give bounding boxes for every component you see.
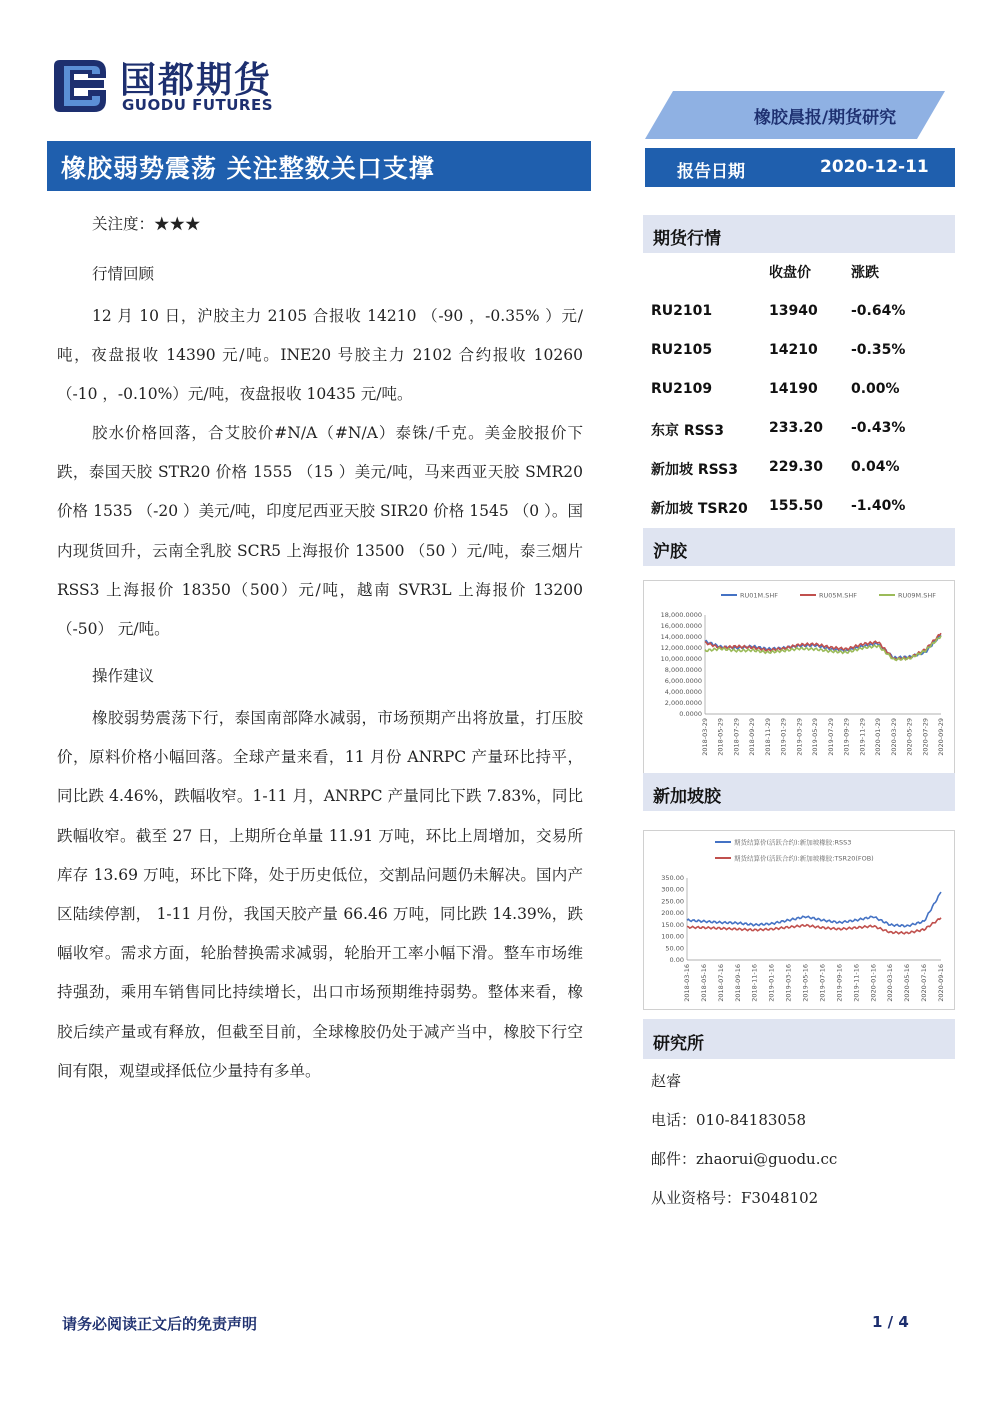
x-tick-label: 2019-03-16	[784, 964, 793, 1002]
y-tick-label: 200.00	[661, 909, 684, 918]
market-row-name: 新加坡 RSS3	[651, 462, 738, 478]
report-date-value: 2020-12-11	[820, 157, 929, 177]
company-logo	[50, 50, 300, 120]
report-date-label: 报告日期	[677, 162, 745, 182]
x-tick-label: 2018-03-29	[701, 718, 709, 756]
x-tick-label: 2018-11-16	[750, 964, 759, 1002]
y-tick-label: 50.00	[665, 944, 684, 953]
market-row-close: 229.30	[769, 459, 824, 475]
x-tick-label: 2020-05-29	[905, 718, 914, 756]
col-header-close: 收盘价	[769, 265, 811, 281]
col-header-change: 涨跌	[851, 265, 879, 281]
x-tick-label: 2019-09-29	[842, 718, 851, 756]
market-row-name: 新加坡 TSR20	[651, 501, 748, 517]
market-row-close: 233.20	[769, 420, 824, 436]
logo-mark-icon	[50, 54, 112, 116]
logo-chinese-name: 国都期货	[120, 60, 273, 101]
sgx-section-header	[643, 773, 955, 811]
page-number: 1 / 4	[872, 1313, 909, 1331]
legend-label: RU05M.SHF	[819, 591, 857, 600]
y-tick-label: 10,000.0000	[660, 655, 702, 663]
x-tick-label: 2020-05-16	[903, 964, 912, 1002]
market-row-name: RU2105	[651, 342, 713, 358]
y-tick-label: 4,000.0000	[664, 688, 702, 696]
x-tick-label: 2018-03-16	[683, 964, 691, 1002]
y-tick-label: 150.00	[661, 920, 684, 929]
attention-rating: 关注度：★★★	[92, 215, 201, 233]
market-row-close: 14190	[769, 381, 818, 397]
x-tick-label: 2019-03-29	[795, 718, 804, 756]
x-tick-label: 2019-11-29	[858, 718, 867, 756]
y-tick-label: 100.00	[661, 932, 684, 941]
advice-heading: 操作建议	[92, 667, 155, 685]
sgx-rubber-chart	[643, 830, 955, 1010]
report-date-bar	[645, 148, 955, 187]
sgx-section-title: 新加坡胶	[653, 787, 721, 807]
research-section-title: 研究所	[653, 1034, 704, 1054]
x-tick-label: 2018-07-16	[716, 964, 725, 1002]
x-tick-label: 2020-09-16	[937, 964, 945, 1002]
y-tick-label: 350.00	[661, 874, 684, 882]
report-type-label: 橡胶晨报/期货研究	[753, 108, 897, 128]
title-bar	[47, 141, 591, 191]
shfe-rubber-chart	[643, 580, 955, 775]
y-tick-label: 300.00	[661, 885, 684, 894]
research-section-header	[643, 1019, 955, 1059]
market-row-change: 0.00%	[851, 381, 900, 397]
x-tick-label: 2020-09-29	[937, 718, 945, 756]
market-section-title: 期货行情	[653, 229, 721, 249]
market-row-close: 13940	[769, 303, 818, 319]
y-tick-label: 0.00	[669, 956, 684, 964]
shfe-section-header	[643, 528, 955, 566]
x-tick-label: 2019-01-16	[767, 964, 776, 1002]
market-row-name: RU2101	[651, 303, 713, 319]
market-row-change: -0.64%	[851, 303, 906, 319]
x-tick-label: 2020-07-16	[920, 964, 929, 1002]
x-tick-label: 2020-03-29	[889, 718, 898, 756]
logo-english-name: GUODU FUTURES	[122, 96, 274, 114]
legend-label: RU09M.SHF	[898, 591, 936, 600]
analyst-email: 邮件：zhaorui@guodu.cc	[651, 1150, 838, 1168]
x-tick-label: 2020-01-29	[874, 718, 883, 756]
x-tick-label: 2018-11-29	[763, 718, 772, 756]
market-section-header	[643, 215, 955, 253]
y-tick-label: 8,000.0000	[664, 666, 702, 674]
x-tick-label: 2019-05-29	[811, 718, 820, 756]
x-tick-label: 2020-07-29	[921, 718, 930, 756]
review-heading: 行情回顾	[92, 265, 155, 283]
analyst-license: 从业资格号：F3048102	[651, 1189, 819, 1207]
y-tick-label: 250.00	[661, 897, 684, 906]
x-tick-label: 2018-09-29	[748, 718, 757, 756]
report-title: 橡胶弱势震荡 关注整数关口支撑	[61, 154, 435, 183]
market-row-close: 155.50	[769, 498, 824, 514]
legend-label: 期货结算价(活跃合约):新加坡橡胶:RSS3	[734, 838, 852, 847]
x-tick-label: 2018-07-29	[732, 718, 741, 756]
market-row-name: 东京 RSS3	[651, 423, 724, 439]
x-tick-label: 2018-05-16	[699, 964, 708, 1002]
x-tick-label: 2019-05-16	[801, 964, 810, 1002]
market-row-change: -1.40%	[851, 498, 906, 514]
x-tick-label: 2020-03-16	[886, 964, 895, 1002]
x-tick-label: 2019-11-16	[852, 964, 861, 1002]
y-tick-label: 14,000.0000	[660, 633, 702, 641]
disclaimer-note: 请务必阅读正文后的免责声明	[62, 1315, 258, 1333]
x-tick-label: 2018-09-16	[733, 964, 742, 1002]
analyst-name: 赵睿	[651, 1072, 682, 1090]
market-row-change: -0.35%	[851, 342, 906, 358]
y-tick-label: 16,000.0000	[660, 622, 702, 630]
x-tick-label: 2018-05-29	[716, 718, 725, 756]
x-tick-label: 2019-09-16	[835, 964, 844, 1002]
shfe-section-title: 沪胶	[653, 542, 687, 562]
x-tick-label: 2020-01-16	[869, 964, 878, 1002]
y-tick-label: 0.0000	[679, 710, 702, 718]
review-paragraph-2: 胶水价格回落，合艾胶价#N/A（#N/A）泰铢/千克。美金胶报价下跌，泰国天胶 STR20 价格 1555 （15 ）美元/吨，马来西亚天胶 SMR20 价格 1535 （-20 ）美元/吨，印度尼西亚天胶 SIR20 价格 1545 （0 ）。国内现货回升，云南全乳胶 SCR5 上海报价 13500 （50 ）元/吨，泰三烟片 RSS3 上海报价 18350（500）元/吨，越南 SVR3L 上海报价 13200 （-50） 元/吨。	[57, 424, 583, 639]
y-tick-label: 12,000.0000	[660, 644, 702, 652]
legend-label: RU01M.SHF	[740, 591, 778, 600]
market-row-change: 0.04%	[851, 459, 900, 475]
review-paragraph-1: 12 月 10 日，沪胶主力 2105 合报收 14210 （-90 ，-0.35% ）元/吨，夜盘报收 14390 元/吨。INE20 号胶主力 2102 合约报收 10260 （-10 ，-0.10%）元/吨，夜盘报收 10435 元/吨。	[57, 307, 583, 404]
x-tick-label: 2019-07-29	[826, 718, 835, 756]
y-tick-label: 6,000.0000	[664, 677, 702, 685]
legend-label: 期货结算价(活跃合约):新加坡橡胶:TSR20(FOB)	[734, 854, 874, 863]
report-type-banner	[645, 91, 945, 139]
x-tick-label: 2019-01-29	[779, 718, 788, 756]
x-tick-label: 2019-07-16	[818, 964, 827, 1002]
advice-paragraph: 橡胶弱势震荡下行，泰国南部降水减弱，市场预期产出将放量，打压胶价，原料价格小幅回落。全球产量来看，11 月份 ANRPC 产量环比持平，同比跌 4.46%，跌幅收窄。1-11 月，ANRPC 产量同比下跌 7.83%，同比跌幅收窄。截至 27 日，上期所仓单量 11.91 万吨，环比上周增加，交易所库存 13.69 万吨，环比下降，处于历史低位，交割品问题仍未解决。国内产区陆续停割， 1-11 月份，我国天胶产量 66.46 万吨，同比跌 14.39%，跌幅收窄。需求方面，轮胎替换需求减弱，轮胎开工率小幅下滑。整车市场维持强劲，乘用车销售同比持续增长，出口市场预期维持弱势。整体来看，橡胶后续产量或有释放，但截至目前，全球橡胶仍处于减产当中，橡胶下行空间有限，观望或择低位少量持有多单。	[57, 709, 583, 1080]
analyst-phone: 电话：010-84183058	[651, 1111, 807, 1129]
y-tick-label: 2,000.0000	[664, 699, 702, 707]
market-row-name: RU2109	[651, 381, 713, 397]
market-row-close: 14210	[769, 342, 818, 358]
y-tick-label: 18,000.0000	[660, 611, 702, 619]
market-row-change: -0.43%	[851, 420, 906, 436]
